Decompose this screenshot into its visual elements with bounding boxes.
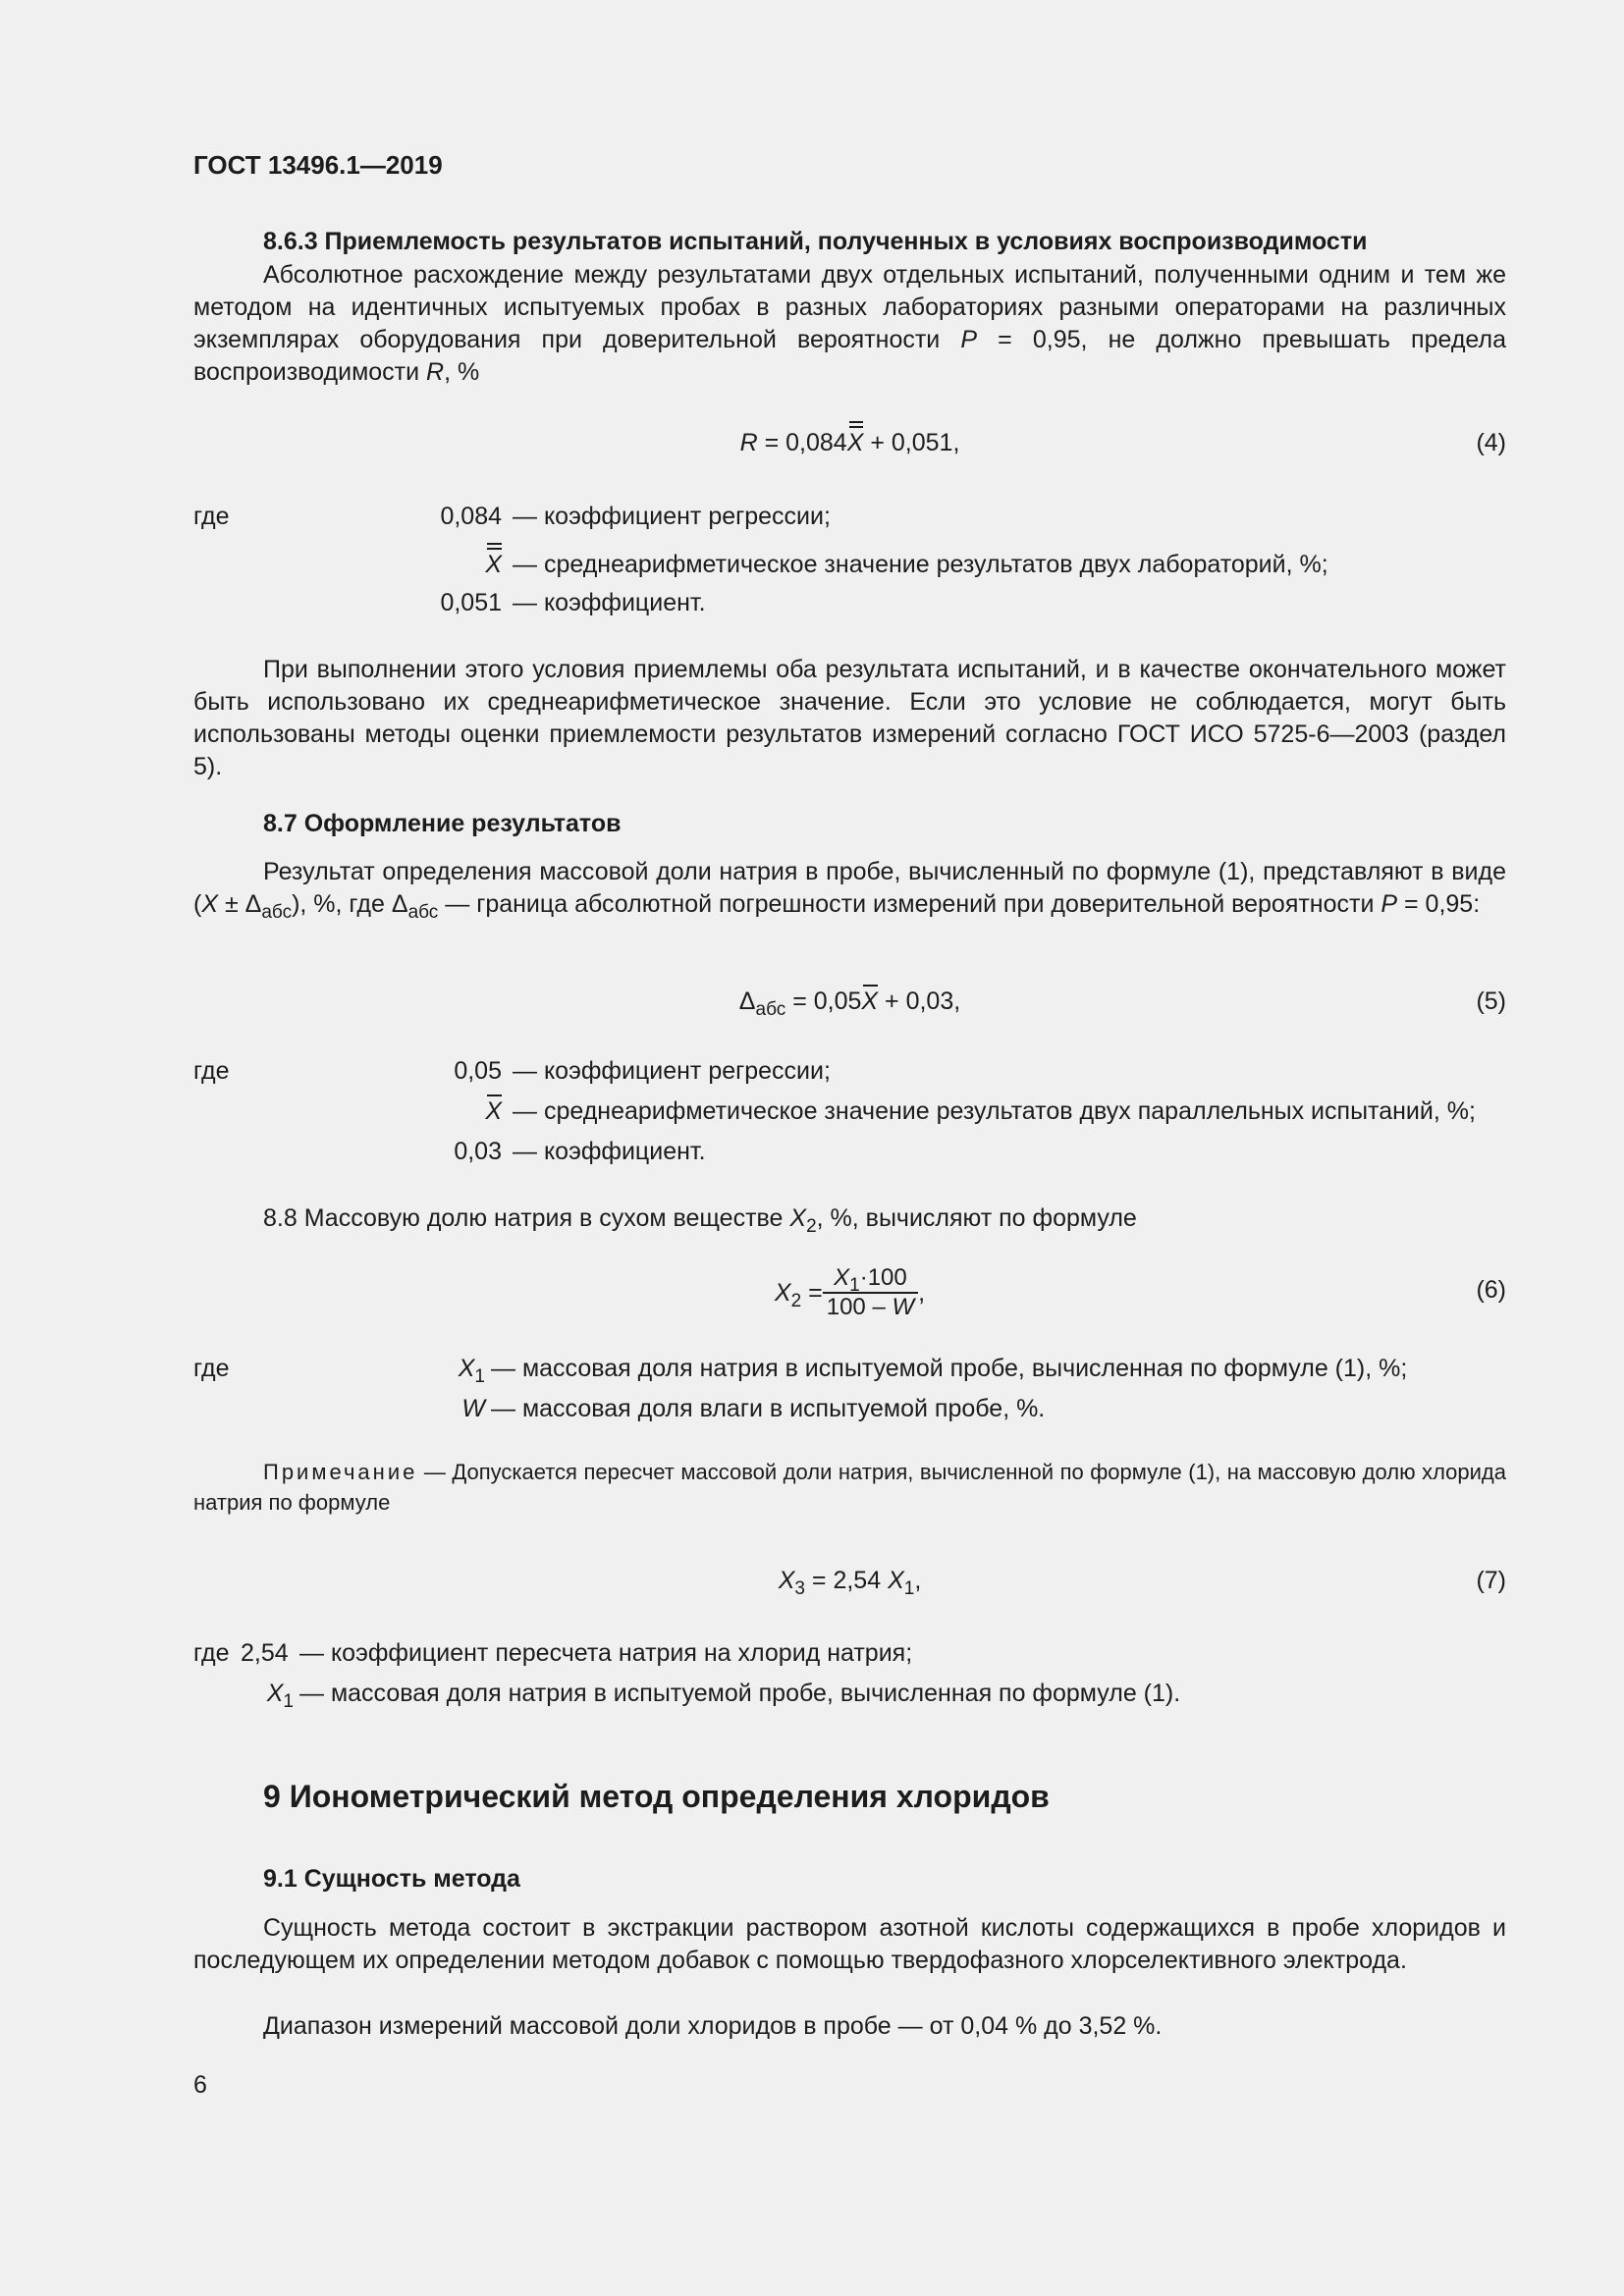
eq-delta: Δ — [738, 988, 756, 1015]
legend-symbol — [233, 549, 502, 581]
num-var: X — [834, 1264, 850, 1291]
eq-tail: + 0,03, — [878, 988, 961, 1015]
eq-sign: = — [801, 1278, 823, 1307]
equation-4-formula — [193, 427, 1506, 459]
subscript: абс — [755, 999, 786, 1020]
section-9-1-paragraph-2: Диапазон измерений массовой доли хлоридов в пробе — от 0,04 % до 3,52 %. — [263, 2012, 1163, 2040]
para-text: — граница абсолютной погрешности измерений при доверительной вероятности — [438, 890, 1381, 918]
legend-symbol-text: X — [485, 1097, 502, 1125]
section-9-title: 9 Ионометрический метод определения хлоридов — [263, 1779, 1050, 1814]
legend-symbol-text: X — [266, 1680, 284, 1707]
fraction-denominator — [823, 1294, 918, 1321]
subscript: 1 — [903, 1578, 915, 1599]
legend-text: — среднеарифметическое значение результатов двух лабораторий, %; — [513, 551, 1328, 578]
den-var: W — [892, 1294, 915, 1320]
para-text: ± Δ — [218, 890, 262, 918]
x-bar — [485, 1095, 502, 1128]
x-bar — [861, 986, 878, 1018]
section-8-8-paragraph — [193, 1202, 1506, 1235]
equation-6-number: (6) — [1476, 1276, 1506, 1304]
para-text: , %, вычисляют по формуле — [816, 1204, 1137, 1232]
legend-where: где — [193, 1057, 230, 1085]
eq-var: X — [888, 1567, 904, 1594]
legend-symbol-text: X — [458, 1355, 475, 1382]
equation-7-number: (7) — [1476, 1567, 1506, 1594]
eq-tail: + 0,051, — [863, 429, 960, 456]
legend-text: — массовая доля влаги в испытуемой пробе, %. — [491, 1395, 1046, 1422]
x-double-bar — [847, 427, 864, 459]
legend-symbol — [233, 1095, 502, 1128]
equation-4-number: (4) — [1476, 429, 1506, 456]
para-text: , % — [444, 358, 480, 386]
var-p: P — [1380, 890, 1398, 918]
subscript: 1 — [474, 1366, 485, 1387]
legend-symbol: 0,05 — [454, 1057, 502, 1085]
eq-mid: = 0,05 — [785, 988, 862, 1015]
para-text: = 0,95: — [1397, 890, 1481, 918]
eq-lhs: R — [739, 429, 758, 456]
subscript: 1 — [849, 1275, 860, 1296]
legend-symbol: 2,54 — [241, 1639, 289, 1667]
legend-where: где — [193, 1639, 230, 1667]
num-rest: ·100 — [859, 1264, 907, 1291]
para-text: = 0,95, не должно превышать предела воспроизводимости — [193, 326, 1506, 386]
eq-var: X — [861, 988, 879, 1015]
legend-symbol-text: W — [461, 1395, 485, 1422]
document-header: ГОСТ 13496.1—2019 — [193, 150, 443, 180]
eq-mid: = 2,54 — [804, 1567, 889, 1594]
x-double-bar — [485, 549, 502, 581]
equation-7 — [193, 1565, 1506, 1604]
eq-comma: , — [918, 1278, 926, 1307]
legend-symbol — [233, 1393, 485, 1425]
equation-7-formula — [193, 1565, 1506, 1597]
page-number: 6 — [193, 2071, 207, 2099]
legend-text: — коэффициент. — [513, 1138, 706, 1165]
var-x: X — [789, 1204, 807, 1232]
legend-text: — коэффициент пересчета натрия на хлорид натрия; — [299, 1639, 913, 1667]
equation-6 — [193, 1264, 1506, 1323]
eq-lhs-var: X — [774, 1278, 791, 1307]
eq-lhs: X — [778, 1567, 795, 1594]
subscript: 3 — [794, 1578, 805, 1599]
legend-where: где — [193, 1355, 230, 1382]
subscript: абс — [261, 902, 293, 923]
section-9-1-paragraph: Сущность метода состоит в экстракции раствором азотной кислоты содержащихся в пробе хлоридов и последующем их определении методом добавок с помощью твердофазного хлорселективного электрода. — [193, 1914, 1506, 1974]
equation-4 — [193, 427, 1506, 466]
note-text: — Допускается пересчет массовой доли натрия, вычисленной по формуле (1), на массовую долю хлорида натрия по формуле — [193, 1460, 1506, 1515]
section-8-6-3-paragraph-2: При выполнении этого условия приемлемы оба результата испытаний, и в качестве окончательного может быть использовано их среднеарифметическое значение. Если это условие не соблюдается, могут быть использованы методы оценки приемлемости результатов измерений согласно ГОСТ ИСО 5725-6—2003 (раздел 5). — [193, 656, 1506, 780]
legend-symbol — [233, 1353, 485, 1385]
subscript: 1 — [283, 1691, 294, 1712]
para-text: Абсолютное расхождение между результатами двух отдельных испытаний, полученными одним и тем же методом на идентичных испытуемых пробах в разных лабораториях разными операторами на различных экземплярах оборудования при доверительной вероятности — [193, 261, 1506, 353]
var-x: X — [201, 890, 219, 918]
fraction-numerator — [823, 1264, 918, 1294]
legend-text: — среднеарифметическое значение результатов двух параллельных испытаний, %; — [513, 1097, 1476, 1125]
section-8-6-3-title: 8.6.3 Приемлемость результатов испытаний, полученных в условиях воспроизводимости — [263, 228, 1368, 255]
fraction — [823, 1264, 918, 1321]
legend-where: где — [193, 503, 230, 530]
legend-symbol — [193, 1678, 294, 1710]
legend-symbol: 0,051 — [440, 589, 502, 616]
section-8-7-paragraph — [193, 856, 1506, 921]
eq-mid: = 0,084 — [757, 429, 847, 456]
para-text: 8.8 Массовую долю натрия в сухом веществе — [263, 1204, 790, 1232]
equation-5 — [193, 986, 1506, 1025]
subscript: 2 — [806, 1216, 817, 1237]
para-text: ), %, где Δ — [292, 890, 408, 918]
section-8-6-3-paragraph — [193, 259, 1506, 389]
note-label: Примечание — [263, 1460, 418, 1484]
legend-symbol: 0,084 — [440, 503, 502, 530]
equation-6-formula — [193, 1264, 1506, 1321]
eq-tail: , — [914, 1567, 922, 1594]
eq-var: X — [846, 429, 864, 456]
legend-text: — массовая доля натрия в испытуемой пробе, вычисленная по формуле (1). — [299, 1680, 1181, 1707]
var-p: P — [960, 326, 978, 353]
legend-symbol-text: X — [485, 551, 502, 578]
legend-text: — массовая доля натрия в испытуемой пробе, вычисленная по формуле (1), %; — [491, 1355, 1408, 1382]
legend-text: — коэффициент регрессии; — [513, 1057, 831, 1085]
den-text: 100 – — [826, 1294, 893, 1320]
var-r: R — [426, 358, 445, 386]
para-text: Результат определения массовой доли натрия в пробе, вычисленный по формуле (1), представляют в виде ( — [193, 858, 1506, 918]
section-9-1-title: 9.1 Сущность метода — [263, 1865, 520, 1893]
subscript: 2 — [790, 1290, 802, 1311]
eq-lhs — [775, 1277, 823, 1309]
legend-text: — коэффициент регрессии; — [513, 503, 831, 530]
equation-5-number: (5) — [1476, 988, 1506, 1015]
section-8-7-title: 8.7 Оформление результатов — [263, 810, 622, 837]
equation-5-formula — [193, 986, 1506, 1018]
legend-symbol: 0,03 — [454, 1138, 502, 1165]
note — [193, 1457, 1506, 1518]
subscript: абс — [407, 902, 439, 923]
legend-text: — коэффициент. — [513, 589, 706, 616]
